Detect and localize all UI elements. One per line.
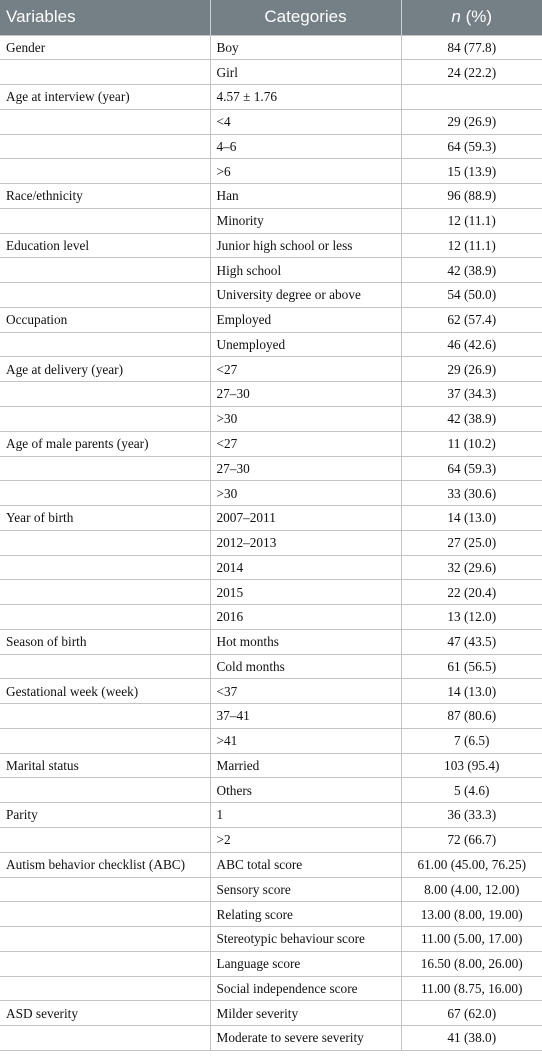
value-cell: 24 (22.2) (401, 60, 542, 85)
header-row (0, 0, 542, 35)
value-cell: 61.00 (45.00, 76.25) (401, 852, 542, 877)
category-cell: >30 (210, 481, 401, 506)
value-cell: 54 (50.0) (401, 283, 542, 308)
header-n-percent (401, 0, 542, 35)
variable-cell (0, 580, 210, 605)
variable-cell (0, 530, 210, 555)
variable-cell: Gestational week (week) (0, 679, 210, 704)
variable-cell: Marital status (0, 753, 210, 778)
table-row (0, 109, 542, 134)
table-row (0, 927, 542, 952)
value-cell: 46 (42.6) (401, 332, 542, 357)
value-cell: 27 (25.0) (401, 530, 542, 555)
table-row (0, 258, 542, 283)
category-cell: <4 (210, 109, 401, 134)
table-row (0, 778, 542, 803)
value-cell: 29 (26.9) (401, 357, 542, 382)
table-row (0, 60, 542, 85)
table-row (0, 35, 542, 60)
value-cell: 61 (56.5) (401, 654, 542, 679)
table-row (0, 803, 542, 828)
category-cell: ABC total score (210, 852, 401, 877)
table-header (0, 0, 542, 35)
table-row (0, 753, 542, 778)
category-cell: 2012–2013 (210, 530, 401, 555)
category-cell: High school (210, 258, 401, 283)
variable-cell: Education level (0, 233, 210, 258)
value-cell: 8.00 (4.00, 12.00) (401, 877, 542, 902)
value-cell: 41 (38.0) (401, 1026, 542, 1051)
variable-cell (0, 951, 210, 976)
table-row (0, 1026, 542, 1051)
value-cell: 29 (26.9) (401, 109, 542, 134)
variable-cell: ASD severity (0, 1001, 210, 1026)
variable-cell: Age of male parents (year) (0, 431, 210, 456)
value-cell: 64 (59.3) (401, 456, 542, 481)
value-cell: 12 (11.1) (401, 208, 542, 233)
value-cell: 12 (11.1) (401, 233, 542, 258)
variable-cell (0, 456, 210, 481)
table-row (0, 456, 542, 481)
table-row (0, 555, 542, 580)
value-cell: 64 (59.3) (401, 134, 542, 159)
table-row (0, 134, 542, 159)
variable-cell: Autism behavior checklist (ABC) (0, 852, 210, 877)
category-cell: Relating score (210, 902, 401, 927)
table-row (0, 728, 542, 753)
category-cell: <27 (210, 431, 401, 456)
table-row (0, 629, 542, 654)
category-cell: Moderate to severe severity (210, 1026, 401, 1051)
value-cell: 84 (77.8) (401, 35, 542, 60)
variable-cell: Age at interview (year) (0, 85, 210, 110)
table-row (0, 283, 542, 308)
table-row (0, 184, 542, 209)
table-row (0, 530, 542, 555)
variable-cell: Occupation (0, 307, 210, 332)
variable-cell (0, 828, 210, 853)
table-row (0, 307, 542, 332)
value-cell: 22 (20.4) (401, 580, 542, 605)
table-row (0, 406, 542, 431)
table-row (0, 828, 542, 853)
category-cell: Married (210, 753, 401, 778)
table-row (0, 679, 542, 704)
header-variables: Variables (6, 7, 76, 27)
variable-cell (0, 778, 210, 803)
table-row (0, 481, 542, 506)
category-cell: Boy (210, 35, 401, 60)
value-cell: 32 (29.6) (401, 555, 542, 580)
value-cell: 87 (80.6) (401, 704, 542, 729)
category-cell: 27–30 (210, 382, 401, 407)
category-cell: Han (210, 184, 401, 209)
table-row (0, 332, 542, 357)
value-cell: 14 (13.0) (401, 679, 542, 704)
table-body (0, 35, 542, 1050)
category-cell: Junior high school or less (210, 233, 401, 258)
category-cell: Milder severity (210, 1001, 401, 1026)
category-cell: Hot months (210, 629, 401, 654)
category-cell: 2016 (210, 605, 401, 630)
category-cell: Social independence score (210, 976, 401, 1001)
table-row (0, 877, 542, 902)
table-row (0, 506, 542, 531)
value-cell: 37 (34.3) (401, 382, 542, 407)
variable-cell (0, 109, 210, 134)
value-cell: 62 (57.4) (401, 307, 542, 332)
table-row (0, 357, 542, 382)
variable-cell (0, 406, 210, 431)
category-cell: 2007–2011 (210, 506, 401, 531)
variable-cell (0, 258, 210, 283)
variable-cell (0, 159, 210, 184)
value-cell: 14 (13.0) (401, 506, 542, 531)
table-row (0, 1001, 542, 1026)
variable-cell (0, 60, 210, 85)
table-row (0, 605, 542, 630)
table-row (0, 431, 542, 456)
variable-cell: Parity (0, 803, 210, 828)
header-categories: Categories (210, 0, 401, 35)
table-row (0, 208, 542, 233)
table-row (0, 951, 542, 976)
category-cell: >30 (210, 406, 401, 431)
table-row (0, 704, 542, 729)
value-cell: 33 (30.6) (401, 481, 542, 506)
category-cell: <37 (210, 679, 401, 704)
value-cell: 42 (38.9) (401, 258, 542, 283)
table-row (0, 902, 542, 927)
table-row (0, 654, 542, 679)
value-cell: 11.00 (8.75, 16.00) (401, 976, 542, 1001)
category-cell: >2 (210, 828, 401, 853)
category-cell: Unemployed (210, 332, 401, 357)
variable-cell: Age at delivery (year) (0, 357, 210, 382)
category-cell: Others (210, 778, 401, 803)
variable-cell: Season of birth (0, 629, 210, 654)
category-cell: 4.57 ± 1.76 (210, 85, 401, 110)
value-cell: 96 (88.9) (401, 184, 542, 209)
category-cell: 2014 (210, 555, 401, 580)
category-cell: 1 (210, 803, 401, 828)
value-cell: 11 (10.2) (401, 431, 542, 456)
variable-cell (0, 382, 210, 407)
value-cell: 47 (43.5) (401, 629, 542, 654)
variable-cell (0, 976, 210, 1001)
value-cell: 67 (62.0) (401, 1001, 542, 1026)
category-cell: >41 (210, 728, 401, 753)
variable-cell: Race/ethnicity (0, 184, 210, 209)
variable-cell (0, 927, 210, 952)
table-row (0, 159, 542, 184)
variable-cell (0, 605, 210, 630)
value-cell: 36 (33.3) (401, 803, 542, 828)
variable-cell (0, 481, 210, 506)
table-row (0, 976, 542, 1001)
variable-cell (0, 877, 210, 902)
category-cell: Language score (210, 951, 401, 976)
value-cell: 103 (95.4) (401, 753, 542, 778)
category-cell: 4–6 (210, 134, 401, 159)
category-cell: University degree or above (210, 283, 401, 308)
value-cell (401, 85, 542, 110)
category-cell: Employed (210, 307, 401, 332)
value-cell: 7 (6.5) (401, 728, 542, 753)
category-cell: <27 (210, 357, 401, 382)
variable-cell (0, 728, 210, 753)
table-row (0, 852, 542, 877)
variable-cell: Year of birth (0, 506, 210, 531)
table-row (0, 580, 542, 605)
variable-cell: Gender (0, 35, 210, 60)
variable-cell (0, 704, 210, 729)
value-cell: 13 (12.0) (401, 605, 542, 630)
variable-cell (0, 283, 210, 308)
table-row (0, 233, 542, 258)
category-cell: Cold months (210, 654, 401, 679)
category-cell: 37–41 (210, 704, 401, 729)
table-row (0, 85, 542, 110)
value-cell: 72 (66.7) (401, 828, 542, 853)
header-n: n (451, 7, 461, 27)
category-cell: 2015 (210, 580, 401, 605)
variable-cell (0, 208, 210, 233)
variable-cell (0, 1026, 210, 1051)
value-cell: 13.00 (8.00, 19.00) (401, 902, 542, 927)
variable-cell (0, 332, 210, 357)
value-cell: 16.50 (8.00, 26.00) (401, 951, 542, 976)
variable-cell (0, 654, 210, 679)
category-cell: 27–30 (210, 456, 401, 481)
table-row (0, 382, 542, 407)
variable-cell (0, 902, 210, 927)
variable-cell (0, 134, 210, 159)
category-cell: >6 (210, 159, 401, 184)
category-cell: Girl (210, 60, 401, 85)
value-cell: 5 (4.6) (401, 778, 542, 803)
value-cell: 15 (13.9) (401, 159, 542, 184)
category-cell: Minority (210, 208, 401, 233)
value-cell: 42 (38.9) (401, 406, 542, 431)
variable-cell (0, 555, 210, 580)
category-cell: Stereotypic behaviour score (210, 927, 401, 952)
category-cell: Sensory score (210, 877, 401, 902)
value-cell: 11.00 (5.00, 17.00) (401, 927, 542, 952)
header-percent: (%) (460, 7, 493, 27)
